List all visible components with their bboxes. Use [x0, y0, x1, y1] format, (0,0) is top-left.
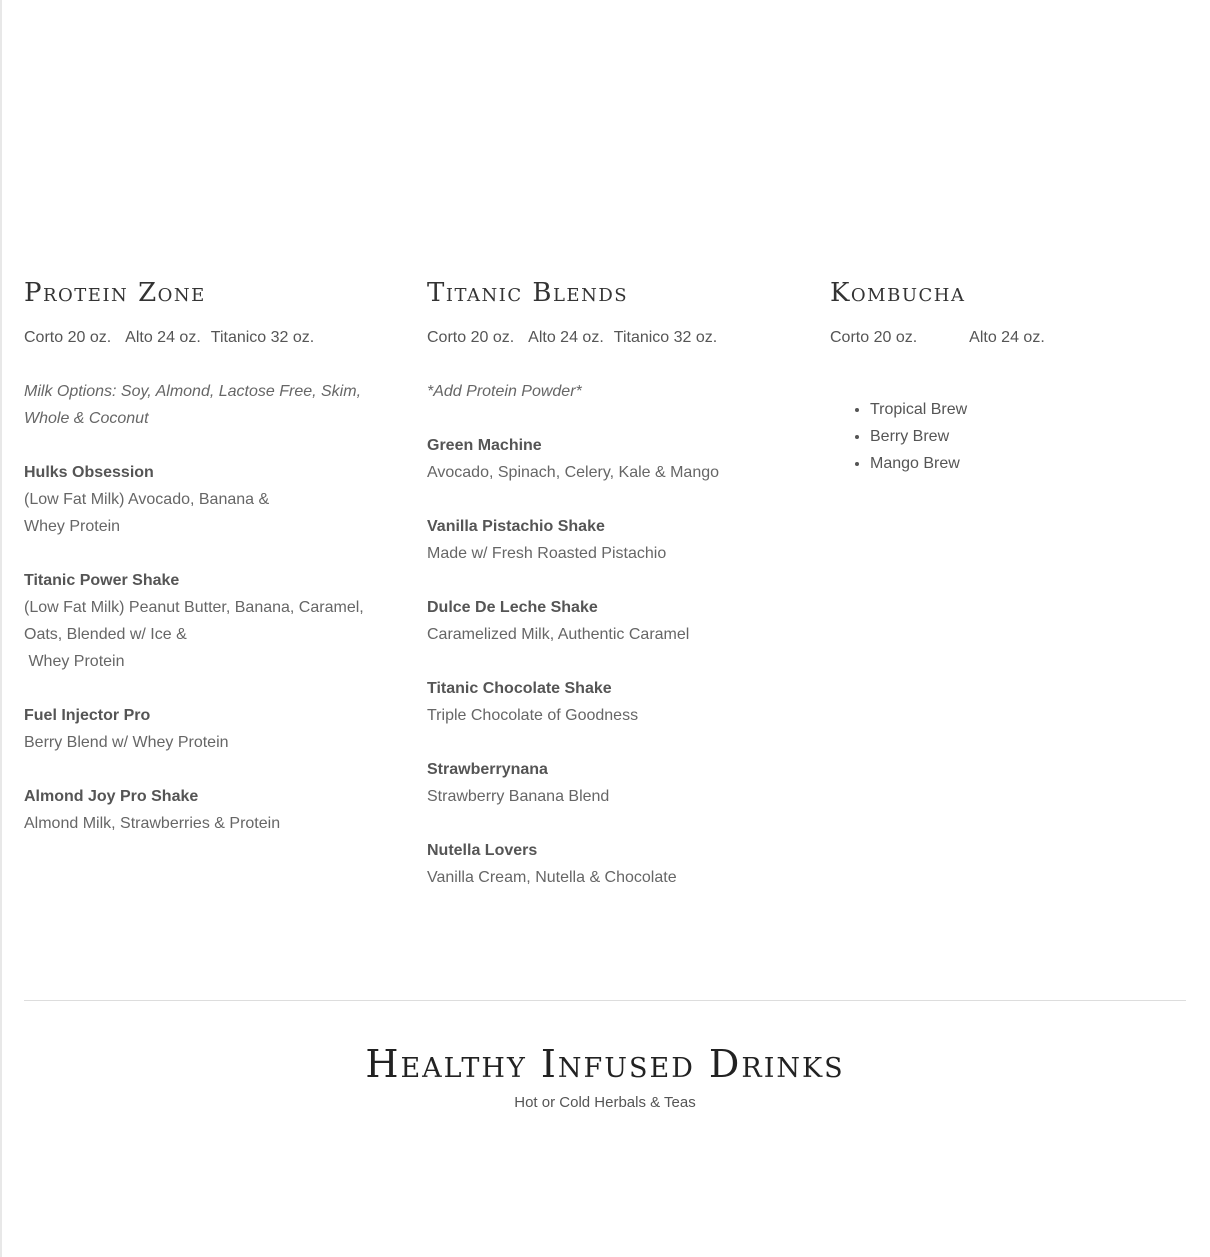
titanic-blends-section — [427, 276, 787, 891]
menu-item-description: Strawberry Banana Blend — [427, 788, 610, 805]
menu-item-description: Made w/ Fresh Roasted Pistachio — [427, 545, 667, 562]
titanic-blends-heading: Titanic Blends — [427, 278, 629, 308]
milk-options-note — [24, 378, 384, 432]
menu-item-description — [24, 594, 384, 675]
menu-item-description-line: Oats, Blended w/ Ice & — [24, 626, 187, 643]
menu-item-description-line: (Low Fat Milk) Peanut Butter, Banana, Caramel, — [24, 599, 364, 616]
size-alto: Alto 24 oz. — [125, 329, 201, 346]
menu-item-description-line: (Low Fat Milk) Avocado, Banana & — [24, 491, 270, 508]
menu-item-description: Vanilla Cream, Nutella & Chocolate — [427, 869, 677, 886]
menu-item-name: Vanilla Pistachio Shake — [427, 518, 605, 535]
menu-item-name: Almond Joy Pro Shake — [24, 788, 199, 805]
menu-item-description — [24, 486, 384, 540]
protein-powder-note: *Add Protein Powder* — [427, 383, 582, 400]
menu-item — [427, 756, 787, 810]
size-alto: Alto 24 oz. — [969, 329, 1045, 346]
menu-item-description: Caramelized Milk, Authentic Caramel — [427, 626, 690, 643]
size-corto: Corto 20 oz. — [427, 329, 515, 346]
menu-item — [427, 837, 787, 891]
menu-item-description-line: Whey Protein — [24, 518, 121, 535]
menu-item-name: Green Machine — [427, 437, 542, 454]
size-titanico: Titanico 32 oz. — [613, 329, 718, 346]
menu-item — [24, 459, 384, 540]
menu-item-description-line: Almond Milk, Strawberries & Protein — [24, 815, 281, 832]
menu-item-name: Titanic Chocolate Shake — [427, 680, 612, 697]
menu-item — [427, 432, 787, 486]
healthy-infused-drinks-subtitle: Hot or Cold Herbals & Teas — [514, 1094, 696, 1111]
menu-item — [427, 675, 787, 729]
menu-item-description — [24, 729, 384, 756]
menu-item-name: Strawberrynana — [427, 761, 548, 778]
menu-item — [24, 702, 384, 756]
menu-item — [427, 513, 787, 567]
menu-item-description-line: Whey Protein — [24, 653, 125, 670]
size-corto: Corto 20 oz. — [24, 329, 112, 346]
menu-item-name: Dulce De Leche Shake — [427, 599, 598, 616]
menu-item — [24, 783, 384, 837]
protein-zone-section — [24, 276, 384, 837]
kombucha-list — [830, 396, 1190, 477]
menu-item-description-line: Berry Blend w/ Whey Protein — [24, 734, 229, 751]
list-item: • Berry Brew — [870, 423, 1190, 450]
menu-item-name: Nutella Lovers — [427, 842, 538, 859]
menu-item — [24, 567, 384, 675]
menu-item-description: Triple Chocolate of Goodness — [427, 707, 639, 724]
size-alto: Alto 24 oz. — [528, 329, 604, 346]
milk-options-line: Milk Options: Soy, Almond, Lactose Free, Skim, — [24, 383, 362, 400]
list-item: • Mango Brew — [870, 450, 1190, 477]
milk-options-line: Whole & Coconut — [24, 410, 149, 427]
menu-item-name: Fuel Injector Pro — [24, 707, 151, 724]
healthy-infused-drinks-heading: Healthy Infused Drinks — [365, 1042, 845, 1086]
kombucha-sizes — [830, 324, 1190, 351]
menu-item-description — [24, 810, 384, 837]
list-item: • Tropical Brew — [870, 396, 1190, 423]
menu-columns — [24, 276, 1186, 916]
kombucha-heading: Kombucha — [830, 278, 966, 308]
section-divider — [24, 1000, 1186, 1001]
size-corto: Corto 20 oz. — [830, 329, 918, 346]
kombucha-section — [830, 276, 1190, 477]
protein-zone-heading: Protein Zone — [24, 278, 206, 308]
menu-item-name: Titanic Power Shake — [24, 572, 180, 589]
menu-item-name: Hulks Obsession — [24, 464, 154, 481]
size-titanico: Titanico 32 oz. — [210, 329, 315, 346]
menu-item — [427, 594, 787, 648]
titanic-blends-sizes — [427, 324, 787, 351]
menu-item-description: Avocado, Spinach, Celery, Kale & Mango — [427, 464, 720, 481]
protein-zone-sizes — [24, 324, 384, 351]
